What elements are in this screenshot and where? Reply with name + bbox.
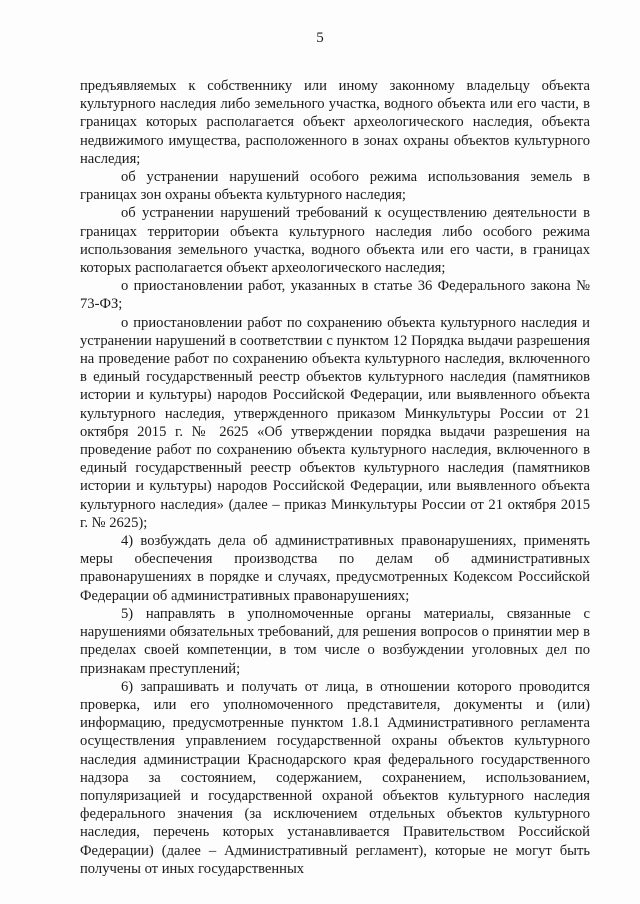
- paragraph-item-5: 5) направлять в уполномоченные органы материалы, связанные с нарушениями обязательных требований, для решения вопросов о принятии мер в пределах своей компетенции, в том числе о возбуждении уголовных дел по признакам преступлений;: [80, 605, 590, 677]
- paragraph-zones-regime: об устранении нарушений особого режима использования земель в границах зон охраны объекта культурного наследия;: [80, 169, 590, 204]
- paragraph-item-4: 4) возбуждать дела об административных правонарушениях, применять меры обеспечения производства по делам об административных правонарушениях в порядке и случаях, предусмотренных Кодексом Российской Федерации об административных правонарушениях;: [80, 533, 590, 604]
- paragraph-suspension-preservation-works: о приостановлении работ по сохранению объекта культурного наследия и устранении нарушений в соответствии с пунктом 12 Порядка выдачи разрешения на проведение работ по сохранению объекта культурного наследия, включенного в единый государственный реестр объектов культурного наследия (памятников истории и культуры) народов Российской Федерации, или выявленного объекта культурного наследия, утвержденного приказом Минкультуры России от 21 октября 2015 г. № 2625 «Об утверждении порядка выдачи разрешения на проведение работ по сохранению объекта культурного наследия, включенного в единый государственный реестр объектов культурного наследия (памятников истории и культуры) народов Российской Федерации, или выявленного объекта культурного наследия» (далее – приказ Минкультуры России от 21 октября 2015 г. № 2625);: [80, 314, 590, 531]
- paragraph-item-6: 6) запрашивать и получать от лица, в отношении которого проводится проверка, или его уполномоченного представителя, документы и (или) информацию, предусмотренные пунктом 1.8.1 Административного регламента осуществления управлением государственной охраны объектов культурного наследия администрации Краснодарского края федерального государственного надзора за состоянием, содержанием, сохранением, использованием, популяризацией и государственной охраной объектов культурного наследия федерального значения (за исключением отдельных объектов культурного наследия, перечень которых устанавливается Правительством Российской Федерации) (далее – Административный регламент), которые не могут быть получены от иных государственных: [80, 678, 590, 877]
- page-number: 5: [316, 30, 324, 46]
- paragraph-suspension-article-36: о приостановлении работ, указанных в статье 36 Федерального закона № 73-ФЗ;: [80, 278, 590, 313]
- paragraph-territory-requirements: об устранении нарушений требований к осуществлению деятельности в границах территории объекта культурного наследия либо особого режима использования земельного участка, водного объекта или его части, в границах которых располагается объект археологического наследия;: [80, 205, 590, 277]
- document-body: [80, 77, 590, 878]
- paragraph-continuation: предъявляемых к собственнику или иному законному владельцу объекта культурного наследия либо земельного участка, водного объекта или его части, в границах которых располагается объект археологического наследия, объекта недвижимого имущества, расположенного в зонах охраны объектов культурного наследия;: [80, 78, 590, 167]
